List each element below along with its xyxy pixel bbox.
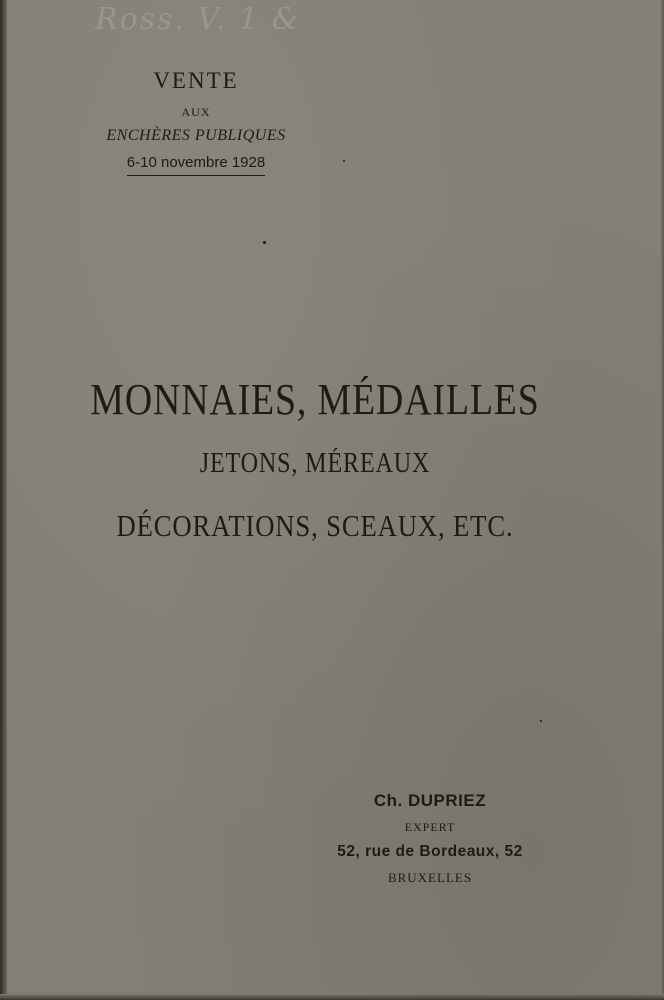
aux-label: AUX	[181, 105, 211, 119]
paper-speck	[343, 160, 345, 162]
paper-speck	[263, 241, 266, 244]
title-line-1: MONNAIES, MÉDAILLES	[90, 375, 540, 424]
title-line-3: DÉCORATIONS, SCEAUX, ETC.	[116, 508, 514, 543]
expert-label: EXPERT	[404, 820, 456, 834]
sale-header	[80, 66, 312, 176]
pencil-annotation-text: Ross. V. 1 &	[95, 2, 301, 37]
pencil-annotation	[95, 2, 365, 42]
title-line-2: JETONS, MÉREAUX	[199, 448, 431, 479]
expert-name: Ch. DUPRIEZ	[373, 791, 487, 810]
sale-label: VENTE	[153, 68, 239, 93]
bottom-edge	[0, 994, 664, 1000]
spine-edge	[0, 0, 7, 1000]
paper-speck	[540, 720, 542, 722]
auction-label: ENCHÈRES PUBLIQUES	[106, 127, 286, 144]
expert-city: BRUXELLES	[387, 870, 473, 885]
catalogue-title	[20, 372, 610, 546]
expert-info	[300, 788, 560, 888]
right-edge	[660, 0, 664, 1000]
sale-date: 6-10 novembre 1928	[127, 153, 265, 176]
expert-address: 52, rue de Bordeaux, 52	[337, 843, 523, 860]
